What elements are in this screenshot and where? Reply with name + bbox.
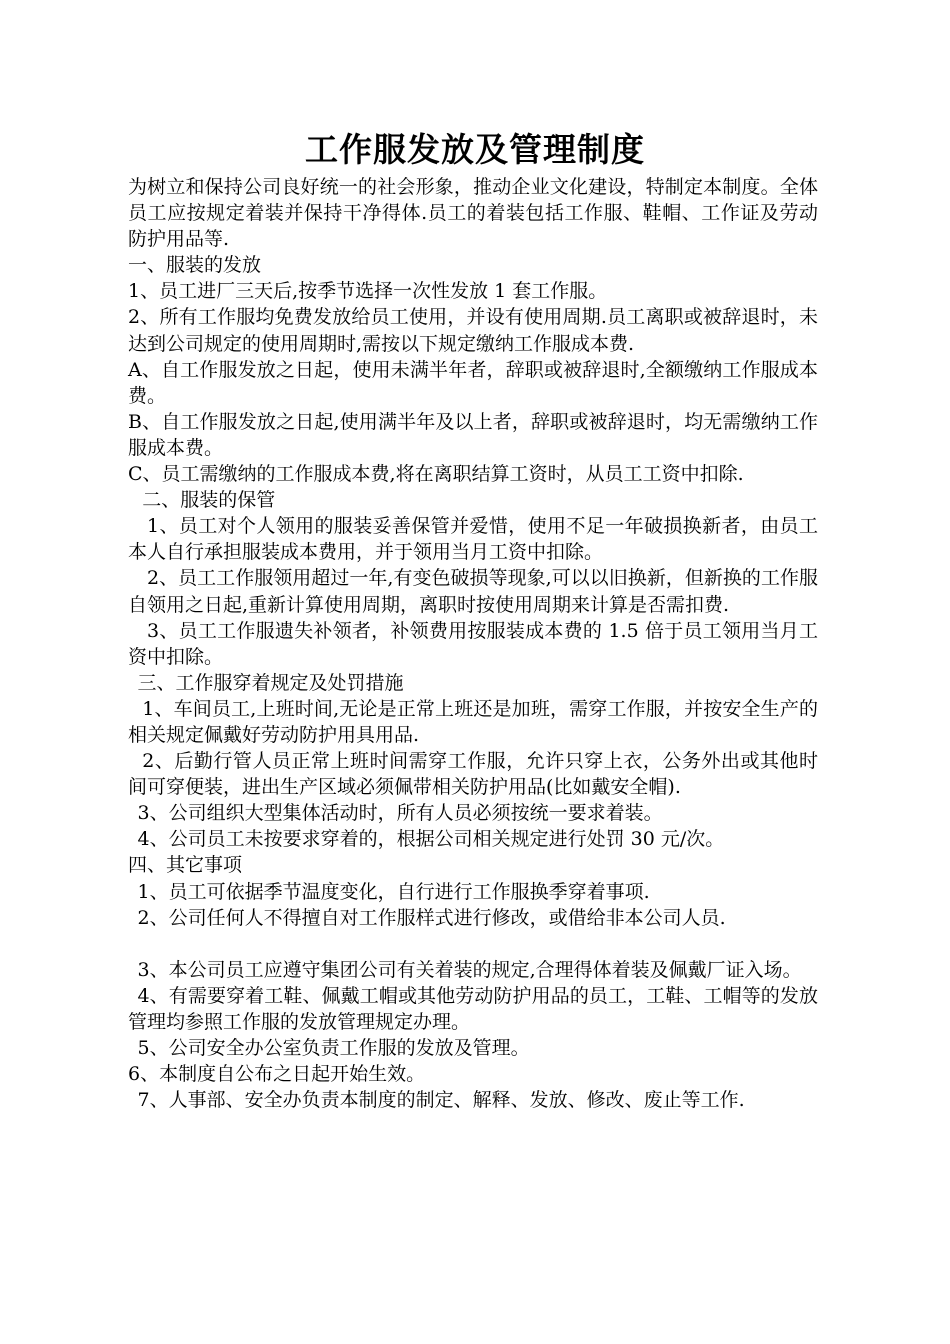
list-item: C、员工需缴纳的工作服成本费,将在离职结算工资时，从员工工资中扣除. [128,463,744,486]
list-item: 3、公司组织大型集体活动时，所有人员必须按统一要求着装。 [137,802,663,825]
section-heading-other-matters: 四、其它事项 [128,854,243,877]
list-item: B、自工作服发放之日起,使用满半年及以上者，辞职或被辞退时，均无需缴纳工作服成本费。 [128,410,818,459]
intro-paragraph: 为树立和保持公司良好统一的社会形象，推动企业文化建设，特制定本制度。全体员工应按规定着装并保持干净得体.员工的着装包括工作服、鞋帽、工作证及劳动防护用品等. [128,176,818,251]
list-item: 2、公司任何人不得擅自对工作服样式进行修改，或借给非本公司人员. [137,906,726,929]
list-item: A、自工作服发放之日起，使用未满半年者，辞职或被辞退时,全额缴纳工作服成本费。 [128,358,818,407]
section-heading-custody: 二、服装的保管 [142,489,276,512]
section-heading-wearing-rules: 三、工作服穿着规定及处罚措施 [137,671,404,694]
list-item: 5、公司安全办公室负责工作服的发放及管理。 [137,1037,530,1060]
document-body [128,174,818,1113]
list-item: 7、人事部、安全办负责本制度的制定、解释、发放、修改、废止等工作. [137,1089,745,1112]
list-item: 3、员工工作服遗失补领者，补领费用按服装成本费的 1.5 倍于员工领用当月工资中扣除。 [128,619,818,668]
section-heading-distribution: 一、服装的发放 [128,254,262,277]
list-item: 2、后勤行管人员正常上班时间需穿工作服，允许只穿上衣，公务外出或其他时间可穿便装，进出生产区域必须佩带相关防护用品(比如戴安全帽). [128,750,818,799]
list-item: 1、车间员工,上班时间,无论是正常上班还是加班，需穿工作服，并按安全生产的相关规定佩戴好劳动防护用具用品. [128,697,818,746]
list-item: 1、员工进厂三天后,按季节选择一次性发放 1 套工作服。 [128,280,608,303]
list-item: 2、员工工作服领用超过一年,有变色破损等现象,可以以旧换新，但新换的工作服自领用之日起,重新计算使用周期，离职时按使用周期来计算是否需扣费. [128,567,818,616]
list-item: 4、有需要穿着工鞋、佩戴工帽或其他劳动防护用品的员工，工鞋、工帽等的发放管理均参照工作服的发放管理规定办理。 [128,984,818,1033]
list-item: 4、公司员工未按要求穿着的，根据公司相关规定进行处罚 30 元/次。 [137,828,725,851]
list-item: 2、所有工作服均免费发放给员工使用，并设有使用周期.员工离职或被辞退时，未达到公司规定的使用周期时,需按以下规定缴纳工作服成本费. [128,306,818,355]
document-title: 工作服发放及管理制度 [305,130,645,169]
list-item: 6、本制度自公布之日起开始生效。 [128,1063,426,1086]
blank-line [128,931,818,957]
list-item: 3、本公司员工应遵守集团公司有关着装的规定,合理得体着装及佩戴厂证入场。 [137,958,802,981]
list-item: 1、员工可依据季节温度变化，自行进行工作服换季穿着事项. [137,880,650,903]
list-item: 1、员工对个人领用的服装妥善保管并爱惜，使用不足一年破损换新者，由员工本人自行承担服装成本费用，并于领用当月工资中扣除。 [128,515,818,564]
